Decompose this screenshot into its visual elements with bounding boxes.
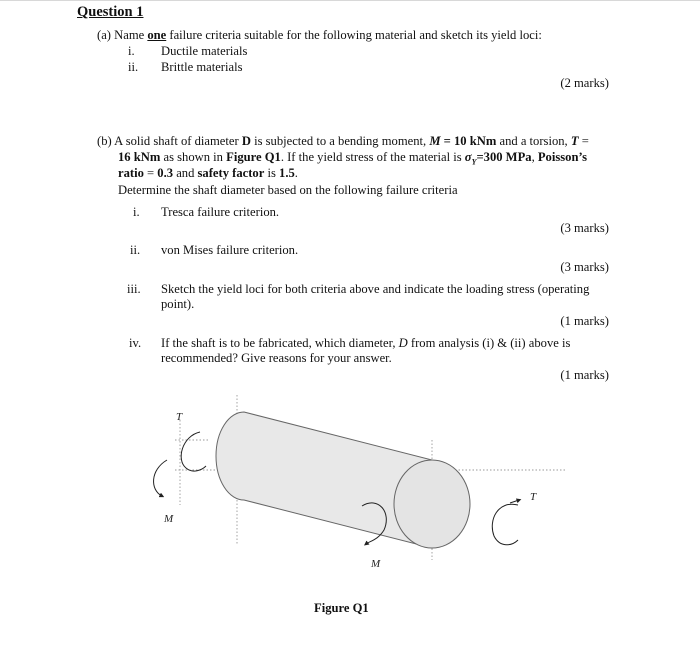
- shaft-cylinder: [216, 412, 470, 548]
- part-b-item-text: If the shaft is to be fabricated, which diameter, D from analysis (i) & (ii) above is: [161, 336, 571, 350]
- part-b-item-marks: (1 marks): [560, 314, 609, 328]
- part-a-item-text: Brittle materials: [161, 60, 243, 74]
- part-a-item-num: i.: [128, 44, 135, 58]
- part-a-item-num: ii.: [128, 60, 139, 74]
- part-a-marks: (2 marks): [560, 76, 609, 90]
- part-b-line-4: Determine the shaft diameter based on the following failure criteria: [118, 183, 458, 197]
- torque-arrow-right: [492, 504, 518, 545]
- part-b-item-marks: (1 marks): [560, 368, 609, 382]
- label-torque-right: T: [530, 491, 537, 503]
- emphasis-one: one: [147, 28, 167, 42]
- part-b-label: (b): [97, 134, 112, 148]
- part-b-item-num: ii.: [130, 243, 141, 257]
- part-b-item-text-cont: recommended? Give reasons for your answer.: [161, 351, 392, 365]
- part-b-item-num: iv.: [129, 336, 142, 350]
- part-b-item-marks: (3 marks): [560, 221, 609, 235]
- part-b-item-text: von Mises failure criterion.: [161, 243, 299, 257]
- part-b-item-text-cont: point).: [161, 297, 195, 311]
- part-b-item-num: i.: [133, 205, 140, 219]
- part-a-question: (a) Name one failure criteria suitable for the following material and sketch its yield loci:: [97, 28, 542, 42]
- part-b-line-3: ratio = 0.3 and safety factor is 1.5.: [118, 166, 298, 180]
- label-torque-left: T: [176, 411, 183, 423]
- torque-arrow-left: [181, 432, 206, 471]
- moment-arrow-left: [154, 460, 167, 496]
- part-b-item-text: Sketch the yield loci for both criteria above and indicate the loading stress (operating: [161, 282, 590, 296]
- question-title: Question 1: [77, 4, 144, 20]
- part-a-label: (a): [97, 28, 111, 42]
- part-b-item-text: Tresca failure criterion.: [161, 205, 280, 219]
- part-b-item-marks: (3 marks): [560, 260, 609, 274]
- figure-caption: Figure Q1: [314, 601, 369, 615]
- part-a-item-text: Ductile materials: [161, 44, 248, 58]
- label-moment-left: M: [164, 513, 174, 525]
- label-moment-bottom: M: [371, 558, 381, 570]
- part-b-item-num: iii.: [127, 282, 141, 296]
- part-b-line-1: (b) A solid shaft of diameter D is subjected to a bending moment, M = 10 kNm and a torsion, T =: [97, 134, 589, 148]
- part-b-line-2: 16 kNm as shown in Figure Q1. If the yield stress of the material is $\sigma_Y=300$ MPa, Poisson’s: [118, 150, 588, 167]
